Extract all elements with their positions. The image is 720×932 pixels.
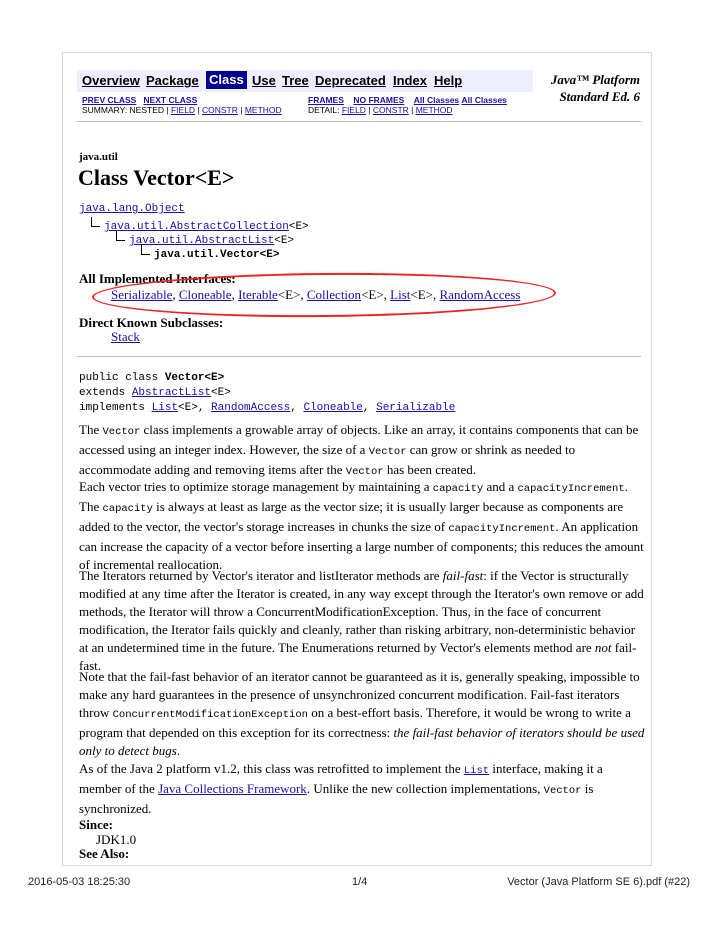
subclass-stack-link[interactable]: Stack [111, 329, 140, 344]
summary-prefix: SUMMARY: NESTED | [82, 105, 171, 115]
platform-line-1: Java™ Platform [550, 72, 640, 87]
list-interface-link[interactable]: List [463, 765, 490, 777]
keyword: extends [79, 387, 132, 399]
footer-document-title: Vector (Java Platform SE 6).pdf (#22) [507, 876, 690, 888]
generic: <E>, [178, 402, 212, 414]
summary-method-link[interactable]: METHOD [244, 105, 282, 115]
interface-collection-link[interactable]: Collection [306, 287, 362, 302]
platform-header [551, 71, 640, 105]
description-paragraph-3: The Iterators returned by Vector's iterator and listIterator methods are fail-fast: if the Vector is structurally modified at any time after the Iterator is created, in any way except through the Iterator's own remove or add methods, the Iterator will throw a ConcurrentModificationException. Thus, in the face of concurrent modification, the Iterator fails quickly and cleanly, rather than risking arbitrary, non-deterministic behavior at an undetermined time in the future. The Enumerations returned by Vector's elements method are not fail-fast. [79, 568, 644, 673]
nav-help[interactable]: Help [434, 73, 463, 88]
summary-constr-link[interactable]: CONSTR [202, 105, 238, 115]
hierarchy-level-3 [141, 245, 279, 261]
implements-randomaccess-link[interactable]: RandomAccess [211, 402, 291, 414]
frames-link[interactable]: FRAMES [308, 95, 344, 105]
description-paragraph-1: The Vector class implements a growable array of objects. Like an array, it contains components that can be accessed using an integer index. However, the size of a Vector can grow or shrink as needed to accommodate adding and removing items after the Vector has been created. [79, 422, 639, 478]
no-frames-link[interactable]: NO FRAMES [353, 95, 405, 105]
comma: , [300, 287, 307, 302]
comma: , [383, 287, 391, 302]
tree-elbow-icon [116, 231, 125, 241]
sep: | [408, 105, 416, 115]
comma: , [362, 402, 377, 414]
generic: <E> [274, 235, 295, 247]
summary-field-link[interactable]: FIELD [170, 105, 196, 115]
next-class-link[interactable]: NEXT CLASS [143, 95, 198, 105]
prev-class-link[interactable]: PREV CLASS [82, 95, 137, 105]
extends-abstractlist-link[interactable]: AbstractList [131, 387, 212, 399]
collections-framework-link[interactable]: Java Collections Framework [158, 781, 307, 796]
interface-list-link[interactable]: List [390, 287, 411, 302]
summary-line [82, 105, 282, 115]
description-paragraph-5: As of the Java 2 platform v1.2, this class was retrofitted to implement the List interface, making it a member of the Java Collections Framework. Unlike the new collection implementations, Vector is synchronized. [79, 761, 603, 816]
interface-iterable-link[interactable]: Iterable [238, 287, 278, 302]
subclasses-list [111, 329, 140, 345]
sub-nav-prev-next [82, 95, 197, 105]
implements-serializable-link[interactable]: Serializable [376, 402, 456, 414]
nav-package[interactable]: Package [146, 73, 199, 88]
nav-class[interactable]: Class [206, 71, 247, 89]
detail-field-link[interactable]: FIELD [341, 105, 366, 115]
comma: , [231, 287, 239, 302]
implements-cloneable-link[interactable]: Cloneable [303, 402, 363, 414]
declaration-line-1 [79, 371, 455, 386]
sub-nav-frames [308, 95, 507, 105]
declaration-line-2 [79, 386, 455, 401]
declaration-line-3 [79, 401, 455, 416]
sep: | [237, 105, 245, 115]
description-paragraph-2: Each vector tries to optimize storage management by maintaining a capacity and a capacityIncrement. The capacity is always at least as large as the vector size; it is usually larger because as components are added to the vector, the vector's storage increases in chunks the size of capacityIncrement. An application can increase the capacity of a vector before inserting a large number of components; this reduces the amount of incremental reallocation. [79, 479, 644, 572]
description-paragraph-4: Note that the fail-fast behavior of an iterator cannot be guaranteed as it is, generally speaking, impossible to make any hard guarantees in the presence of unsynchronized concurrent modification. Fail-fast iterators throw ConcurrentModificationException on a best-effort basis. Therefore, it would be wrong to write a program that depended on this exception for its correctness: the fail-fast behavior of iterators should be used only to detect bugs. [79, 669, 645, 758]
see-also-label: See Also: [79, 846, 130, 861]
subclasses-label: Direct Known Subclasses: [79, 315, 224, 330]
comma: , [290, 402, 304, 414]
detail-line [308, 105, 453, 115]
interfaces-label: All Implemented Interfaces: [79, 271, 236, 286]
all-classes-link[interactable]: All Classes [413, 95, 460, 105]
generic: <E> [288, 221, 309, 233]
since-label: Since: [79, 817, 113, 832]
keyword: public class [79, 372, 165, 384]
keyword: implements [79, 402, 152, 414]
interface-serializable-link[interactable]: Serializable [111, 287, 173, 302]
divider [77, 121, 641, 122]
sep: | [195, 105, 202, 115]
comma: , [172, 287, 179, 302]
interface-randomaccess-link[interactable]: RandomAccess [439, 287, 521, 302]
sep: | [365, 105, 373, 115]
implements-list-link[interactable]: List [151, 402, 179, 414]
hierarchy-vector: java.util.Vector<E> [154, 249, 280, 261]
since-value: JDK1.0 [96, 832, 137, 847]
nav-tree[interactable]: Tree [282, 73, 309, 88]
hierarchy-abstractcollection-link[interactable]: java.util.AbstractCollection [104, 221, 289, 233]
all-classes-link-2[interactable]: All Classes [461, 95, 507, 105]
interface-cloneable-link[interactable]: Cloneable [178, 287, 232, 302]
detail-prefix: DETAIL: [308, 105, 342, 115]
detail-method-link[interactable]: METHOD [415, 105, 453, 115]
class-name: Vector<E> [164, 372, 225, 384]
nav-use[interactable]: Use [252, 73, 276, 88]
hierarchy-object-link[interactable]: java.lang.Object [79, 203, 185, 215]
hierarchy-root [79, 203, 185, 215]
declaration-block [79, 371, 455, 416]
divider [77, 356, 641, 357]
generic: <E> [361, 287, 384, 302]
hierarchy-abstractlist-link[interactable]: java.util.AbstractList [129, 235, 275, 247]
platform-line-2: Standard Ed. 6 [559, 89, 640, 104]
package-name: java.util [79, 151, 118, 163]
tree-elbow-icon [141, 245, 150, 255]
detail-constr-link[interactable]: CONSTR [372, 105, 409, 115]
nav-overview[interactable]: Overview [82, 73, 140, 88]
comma: , [433, 287, 440, 302]
generic: <E> [277, 287, 301, 302]
class-title: Class Vector<E> [78, 165, 235, 190]
nav-index[interactable]: Index [393, 73, 427, 88]
nav-deprecated[interactable]: Deprecated [315, 73, 386, 88]
generic: <E> [211, 387, 231, 399]
tree-elbow-icon [91, 217, 100, 227]
footer-page-number: 1/4 [352, 876, 368, 888]
generic: <E> [410, 287, 434, 302]
footer-timestamp: 2016-05-03 18:25:30 [28, 876, 131, 888]
